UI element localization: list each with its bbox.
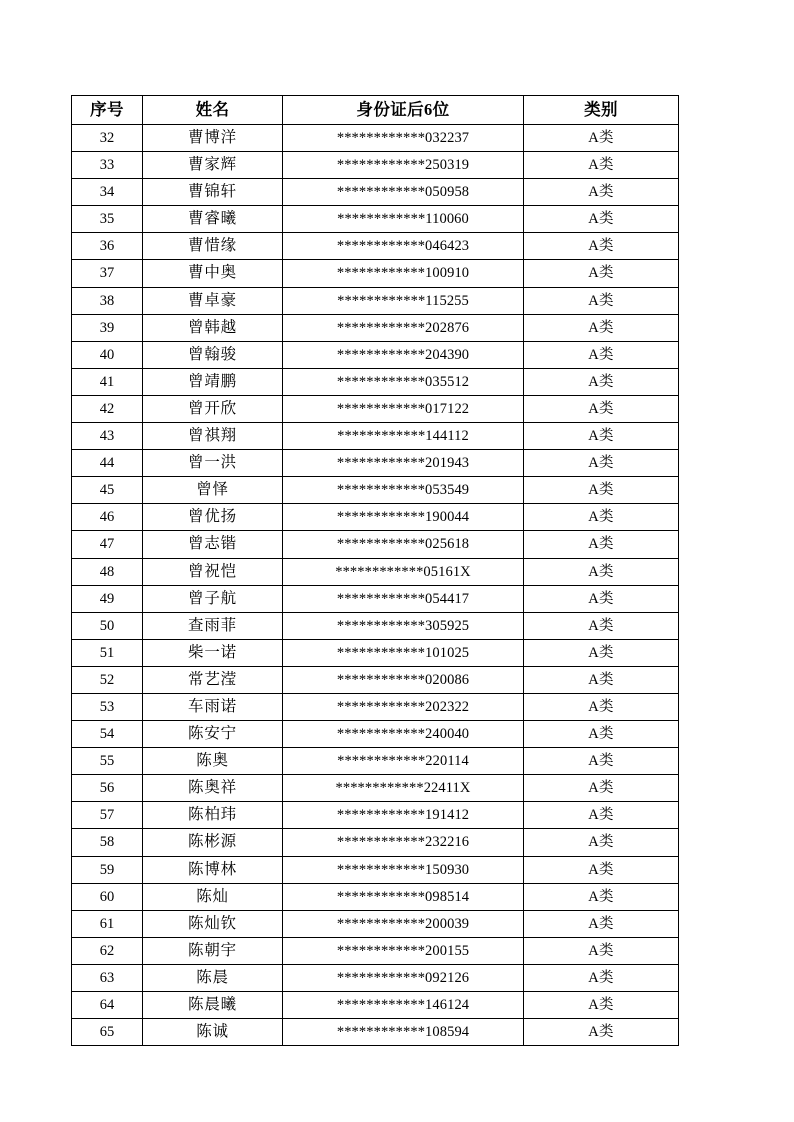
table-row — [72, 775, 679, 802]
table-row — [72, 802, 679, 829]
table-row — [72, 558, 679, 585]
cell-category: A类 — [524, 964, 679, 991]
cell-category: A类 — [524, 558, 679, 585]
table-row — [72, 964, 679, 991]
table-row — [72, 233, 679, 260]
cell-index: 36 — [72, 233, 143, 260]
cell-name: 陈奥 — [143, 748, 283, 775]
cell-category: A类 — [524, 314, 679, 341]
cell-category: A类 — [524, 423, 679, 450]
cell-category: A类 — [524, 125, 679, 152]
cell-name: 查雨菲 — [143, 612, 283, 639]
cell-id-tail: ************050958 — [283, 179, 524, 206]
cell-category: A类 — [524, 477, 679, 504]
table-row — [72, 314, 679, 341]
cell-category: A类 — [524, 666, 679, 693]
column-header-name: 姓名 — [143, 96, 283, 125]
cell-name: 陈晨 — [143, 964, 283, 991]
cell-index: 56 — [72, 775, 143, 802]
column-header-category: 类别 — [524, 96, 679, 125]
table-row — [72, 721, 679, 748]
cell-category: A类 — [524, 368, 679, 395]
cell-id-tail: ************032237 — [283, 125, 524, 152]
cell-id-tail: ************092126 — [283, 964, 524, 991]
cell-id-tail: ************100910 — [283, 260, 524, 287]
cell-category: A类 — [524, 910, 679, 937]
cell-index: 41 — [72, 368, 143, 395]
table-row — [72, 260, 679, 287]
cell-index: 34 — [72, 179, 143, 206]
table-row — [72, 287, 679, 314]
cell-category: A类 — [524, 179, 679, 206]
column-header-index: 序号 — [72, 96, 143, 125]
cell-id-tail: ************200039 — [283, 910, 524, 937]
cell-category: A类 — [524, 802, 679, 829]
cell-id-tail: ************204390 — [283, 341, 524, 368]
cell-name: 陈朝宇 — [143, 937, 283, 964]
cell-name: 曾靖鹏 — [143, 368, 283, 395]
table-row — [72, 612, 679, 639]
cell-name: 陈彬源 — [143, 829, 283, 856]
cell-name: 陈诚 — [143, 1019, 283, 1046]
cell-category: A类 — [524, 937, 679, 964]
cell-index: 61 — [72, 910, 143, 937]
cell-category: A类 — [524, 341, 679, 368]
cell-category: A类 — [524, 233, 679, 260]
cell-index: 43 — [72, 423, 143, 450]
cell-index: 42 — [72, 395, 143, 422]
cell-name: 陈安宁 — [143, 721, 283, 748]
cell-index: 63 — [72, 964, 143, 991]
cell-index: 59 — [72, 856, 143, 883]
cell-category: A类 — [524, 992, 679, 1019]
table-row — [72, 179, 679, 206]
cell-id-tail: ************046423 — [283, 233, 524, 260]
cell-index: 46 — [72, 504, 143, 531]
cell-name: 曾祝恺 — [143, 558, 283, 585]
cell-id-tail: ************232216 — [283, 829, 524, 856]
table-row — [72, 748, 679, 775]
table-row — [72, 125, 679, 152]
cell-category: A类 — [524, 693, 679, 720]
table-row — [72, 395, 679, 422]
cell-id-tail: ************305925 — [283, 612, 524, 639]
cell-name: 曾韩越 — [143, 314, 283, 341]
column-header-id: 身份证后6位 — [283, 96, 524, 125]
cell-category: A类 — [524, 287, 679, 314]
cell-category: A类 — [524, 395, 679, 422]
cell-id-tail: ************017122 — [283, 395, 524, 422]
cell-id-tail: ************202876 — [283, 314, 524, 341]
cell-name: 曾一洪 — [143, 450, 283, 477]
cell-name: 曾志锴 — [143, 531, 283, 558]
cell-index: 33 — [72, 152, 143, 179]
cell-id-tail: ************053549 — [283, 477, 524, 504]
table-header — [72, 96, 679, 125]
table-row — [72, 531, 679, 558]
cell-category: A类 — [524, 206, 679, 233]
cell-name: 曾开欣 — [143, 395, 283, 422]
cell-category: A类 — [524, 260, 679, 287]
table-row — [72, 883, 679, 910]
cell-index: 64 — [72, 992, 143, 1019]
cell-name: 陈柏玮 — [143, 802, 283, 829]
cell-id-tail: ************110060 — [283, 206, 524, 233]
cell-name: 曹博洋 — [143, 125, 283, 152]
cell-id-tail: ************101025 — [283, 639, 524, 666]
cell-name: 常艺滢 — [143, 666, 283, 693]
table-row — [72, 937, 679, 964]
cell-index: 62 — [72, 937, 143, 964]
cell-id-tail: ************035512 — [283, 368, 524, 395]
cell-name: 车雨诺 — [143, 693, 283, 720]
cell-id-tail: ************191412 — [283, 802, 524, 829]
cell-index: 47 — [72, 531, 143, 558]
cell-id-tail: ************240040 — [283, 721, 524, 748]
cell-index: 51 — [72, 639, 143, 666]
cell-category: A类 — [524, 504, 679, 531]
table-row — [72, 856, 679, 883]
table-row — [72, 1019, 679, 1046]
cell-name: 曹锦轩 — [143, 179, 283, 206]
cell-index: 53 — [72, 693, 143, 720]
cell-id-tail: ************108594 — [283, 1019, 524, 1046]
cell-category: A类 — [524, 585, 679, 612]
cell-id-tail: ************020086 — [283, 666, 524, 693]
cell-category: A类 — [524, 829, 679, 856]
cell-name: 陈奥祥 — [143, 775, 283, 802]
cell-id-tail: ************115255 — [283, 287, 524, 314]
cell-name: 陈晨曦 — [143, 992, 283, 1019]
cell-category: A类 — [524, 1019, 679, 1046]
table-row — [72, 639, 679, 666]
cell-category: A类 — [524, 450, 679, 477]
cell-id-tail: ************190044 — [283, 504, 524, 531]
cell-id-tail: ************22411X — [283, 775, 524, 802]
table-row — [72, 504, 679, 531]
cell-index: 49 — [72, 585, 143, 612]
table-body — [72, 125, 679, 1046]
cell-index: 35 — [72, 206, 143, 233]
cell-id-tail: ************150930 — [283, 856, 524, 883]
table-row — [72, 910, 679, 937]
cell-name: 曹家辉 — [143, 152, 283, 179]
table-row — [72, 992, 679, 1019]
cell-category: A类 — [524, 721, 679, 748]
table-row — [72, 829, 679, 856]
cell-index: 37 — [72, 260, 143, 287]
cell-category: A类 — [524, 639, 679, 666]
cell-name: 曾子航 — [143, 585, 283, 612]
table-row — [72, 693, 679, 720]
roster-table — [71, 95, 679, 1046]
cell-name: 曾翰骏 — [143, 341, 283, 368]
cell-category: A类 — [524, 612, 679, 639]
table-header-row — [72, 96, 679, 125]
cell-name: 柴一诺 — [143, 639, 283, 666]
cell-category: A类 — [524, 883, 679, 910]
cell-category: A类 — [524, 152, 679, 179]
cell-index: 32 — [72, 125, 143, 152]
cell-index: 60 — [72, 883, 143, 910]
cell-id-tail: ************201943 — [283, 450, 524, 477]
cell-index: 65 — [72, 1019, 143, 1046]
cell-id-tail: ************05161X — [283, 558, 524, 585]
cell-index: 39 — [72, 314, 143, 341]
cell-name: 曹惜缘 — [143, 233, 283, 260]
cell-index: 54 — [72, 721, 143, 748]
cell-id-tail: ************144112 — [283, 423, 524, 450]
cell-index: 52 — [72, 666, 143, 693]
cell-name: 曹中奥 — [143, 260, 283, 287]
cell-index: 38 — [72, 287, 143, 314]
table-row — [72, 152, 679, 179]
table-row — [72, 477, 679, 504]
table-row — [72, 206, 679, 233]
cell-index: 50 — [72, 612, 143, 639]
cell-category: A类 — [524, 856, 679, 883]
cell-name: 陈博林 — [143, 856, 283, 883]
cell-name: 曾优扬 — [143, 504, 283, 531]
roster-table-container — [71, 95, 678, 1046]
cell-name: 曾怿 — [143, 477, 283, 504]
cell-category: A类 — [524, 531, 679, 558]
cell-index: 48 — [72, 558, 143, 585]
cell-category: A类 — [524, 775, 679, 802]
cell-name: 曹睿曦 — [143, 206, 283, 233]
table-row — [72, 450, 679, 477]
cell-id-tail: ************098514 — [283, 883, 524, 910]
cell-id-tail: ************220114 — [283, 748, 524, 775]
cell-index: 45 — [72, 477, 143, 504]
table-row — [72, 341, 679, 368]
table-row — [72, 423, 679, 450]
cell-index: 55 — [72, 748, 143, 775]
cell-id-tail: ************025618 — [283, 531, 524, 558]
table-row — [72, 585, 679, 612]
cell-id-tail: ************200155 — [283, 937, 524, 964]
cell-name: 陈灿 — [143, 883, 283, 910]
cell-id-tail: ************054417 — [283, 585, 524, 612]
cell-id-tail: ************146124 — [283, 992, 524, 1019]
cell-name: 陈灿钦 — [143, 910, 283, 937]
cell-index: 40 — [72, 341, 143, 368]
cell-id-tail: ************250319 — [283, 152, 524, 179]
cell-name: 曹卓豪 — [143, 287, 283, 314]
cell-index: 58 — [72, 829, 143, 856]
cell-name: 曾祺翔 — [143, 423, 283, 450]
table-row — [72, 666, 679, 693]
cell-category: A类 — [524, 748, 679, 775]
cell-id-tail: ************202322 — [283, 693, 524, 720]
cell-index: 44 — [72, 450, 143, 477]
cell-index: 57 — [72, 802, 143, 829]
table-row — [72, 368, 679, 395]
